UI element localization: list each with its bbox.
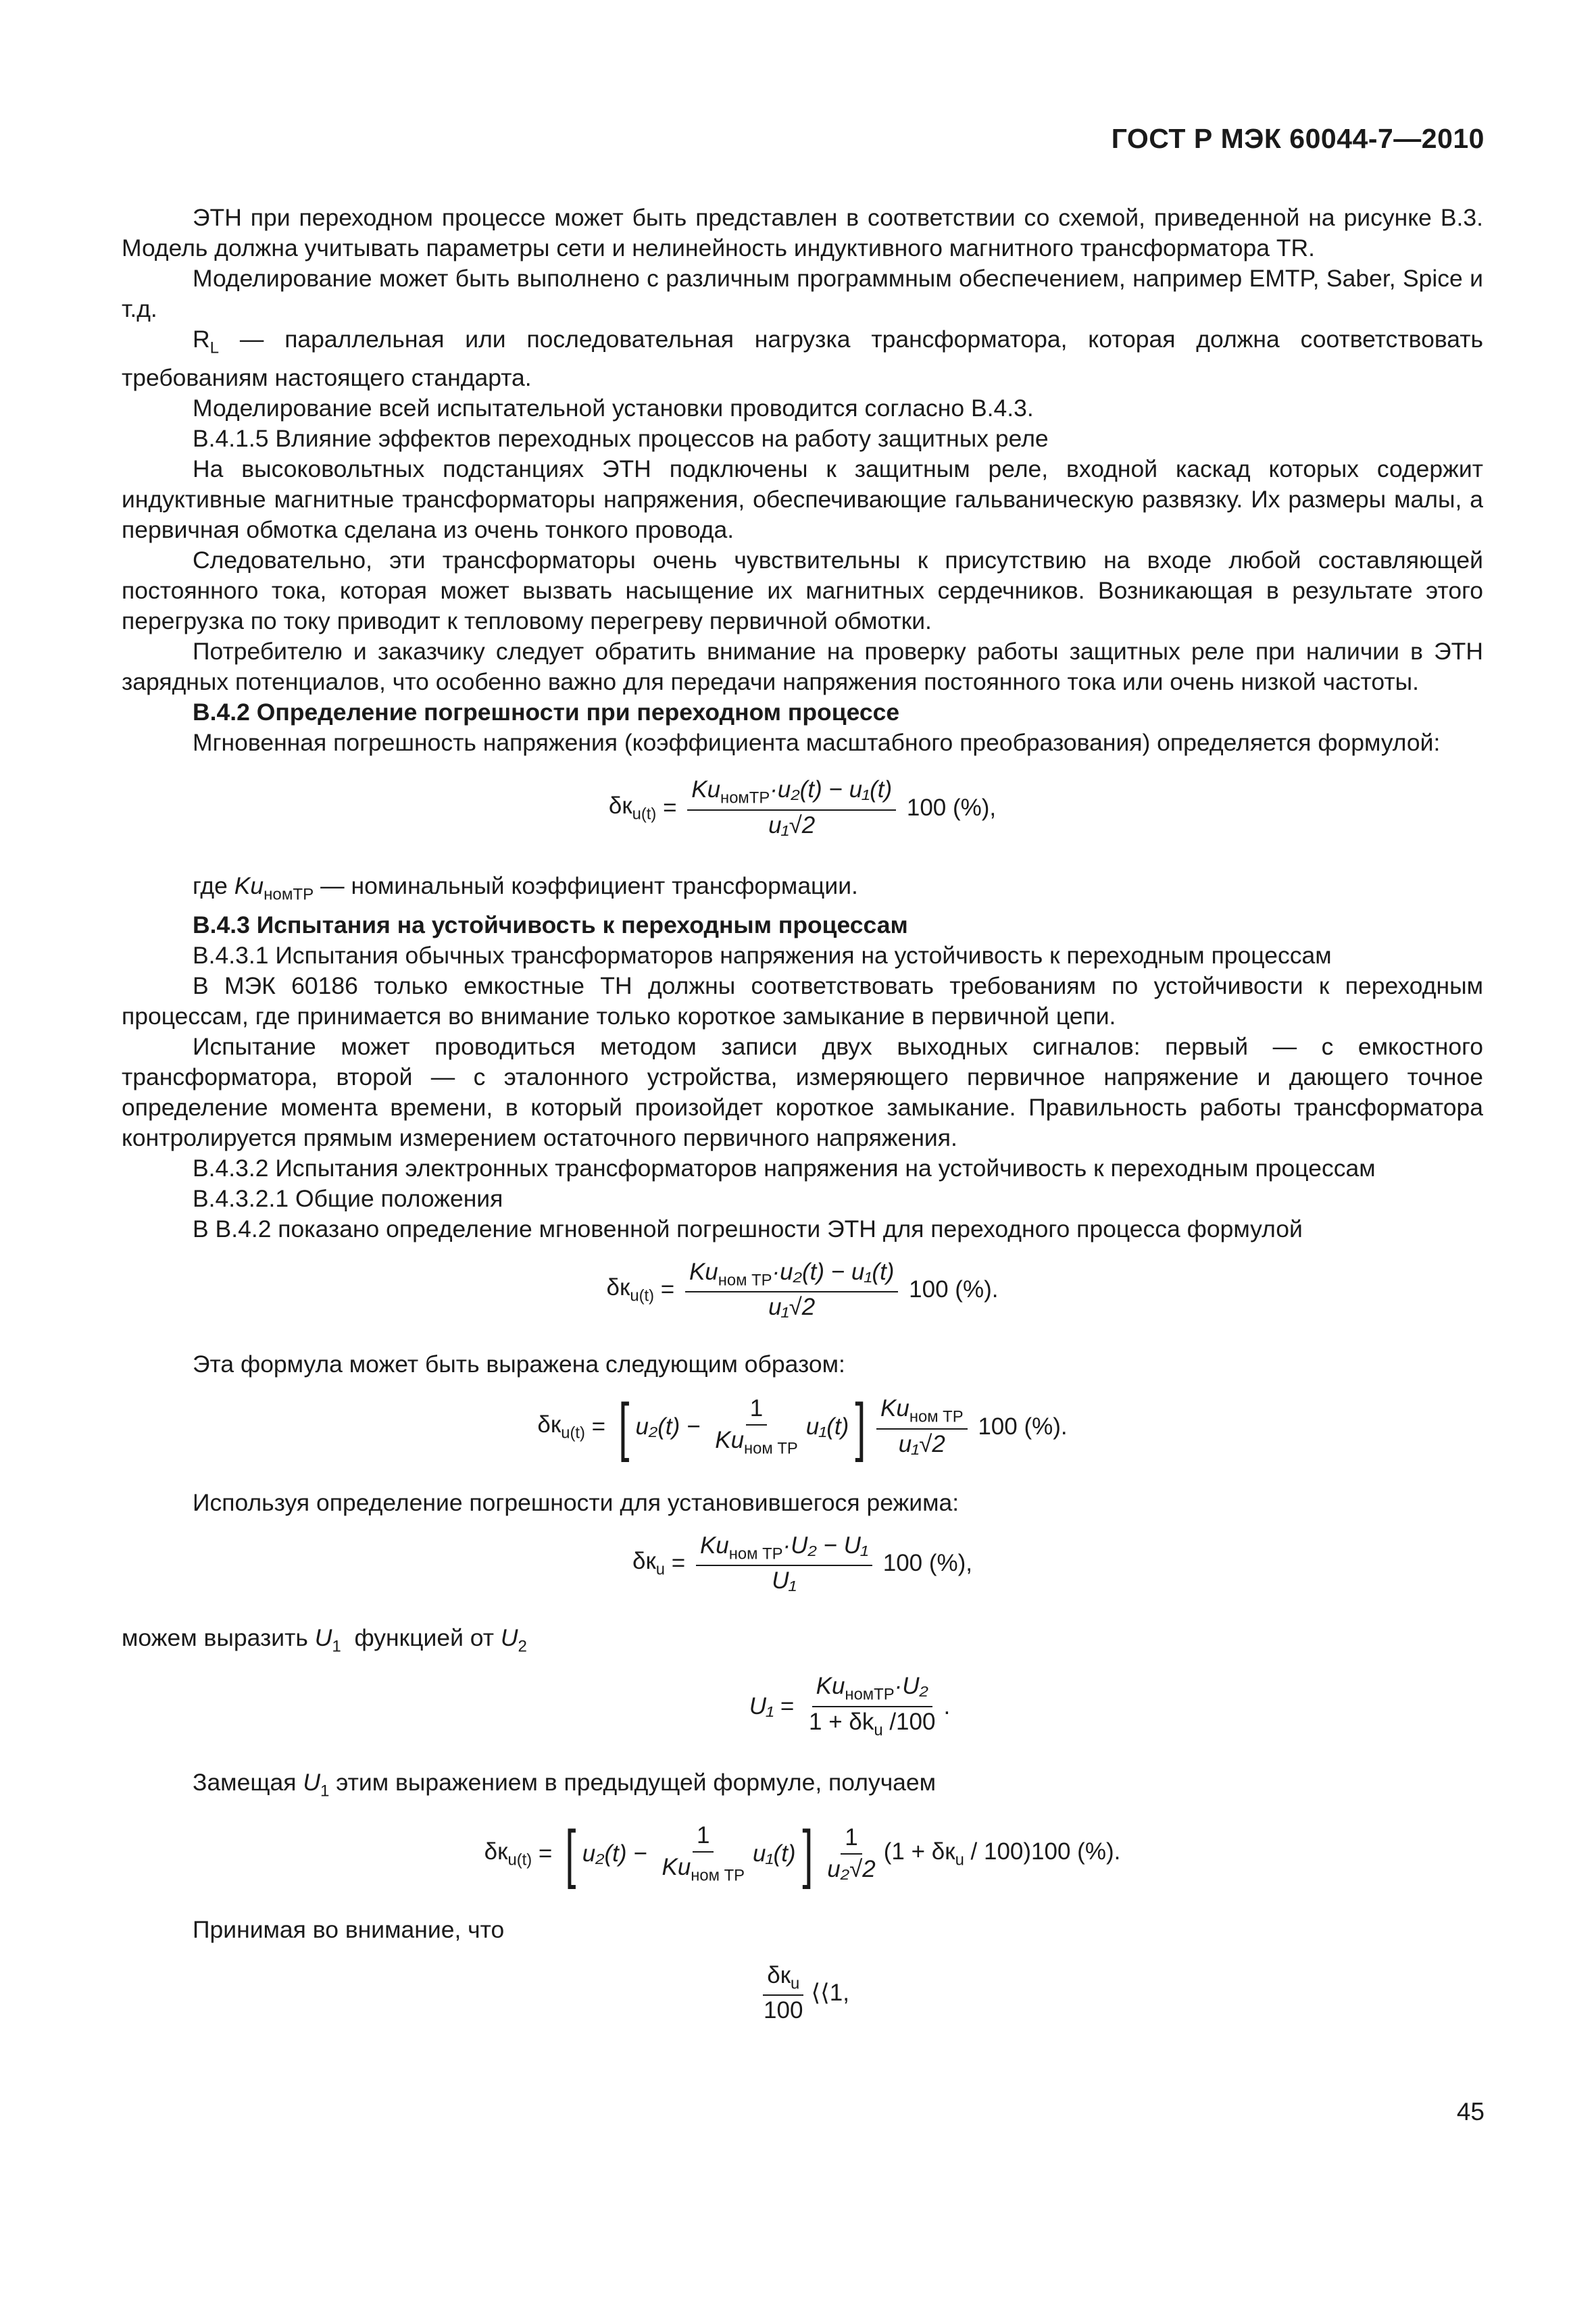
numerator-text: δк xyxy=(767,1961,791,1988)
formula-tail: 100 (%). xyxy=(971,1413,1068,1440)
formula-condition xyxy=(122,1963,1483,2024)
inner-fraction xyxy=(711,1396,802,1457)
k-sub: ном ТР xyxy=(718,1271,772,1290)
k-symbol: Ku xyxy=(880,1395,909,1422)
denominator xyxy=(711,1426,802,1458)
numerator: 1 xyxy=(841,1825,862,1855)
fraction xyxy=(685,1259,899,1321)
lhs-symbol: U₁ xyxy=(749,1692,774,1719)
formula-lhs xyxy=(484,1839,532,1869)
formula-steady-state-error xyxy=(122,1533,1483,1594)
denominator-sub: u xyxy=(874,1721,883,1740)
lhs-symbol: δк xyxy=(484,1838,508,1865)
formula-tail: 100 (%). xyxy=(902,1276,999,1303)
paragraph: Следовательно, эти трансформаторы очень чувствительны к присутствию на входе любой составляющей постоянного тока, которая может вызвать насыщение их магнитных сердечников. Возникающая в результате этого перегрузка по току приводит к тепловому перегреву первичной обмотки. xyxy=(122,547,1483,635)
formula-tail xyxy=(884,1839,1121,1869)
inner-fraction xyxy=(657,1823,749,1884)
numerator-sub: u xyxy=(791,1974,800,1993)
k-symbol: Ku xyxy=(691,776,721,803)
k-symbol: Ku xyxy=(662,1853,691,1880)
fraction xyxy=(805,1674,939,1739)
numerator xyxy=(687,777,896,811)
lhs-symbol: δк xyxy=(606,1274,630,1301)
section-heading: В.4.3 Испытания на устойчивость к переходным процессам xyxy=(193,911,908,938)
paragraph: На высоковольтных подстанциях ЭТН подключены к защитным реле, входной каскад которых содержит индуктивные магнитные трансформаторы напряжения, обеспечивающие гальваническую развязку. Их размеры малы, а первичная обмотка сделана из очень тонкого провода. xyxy=(122,455,1483,544)
bracket-close: ] xyxy=(801,1817,813,1890)
formula-lhs xyxy=(632,1549,665,1579)
text: — номинальный коэффициент трансформации. xyxy=(314,872,858,900)
k-sub: номТР xyxy=(264,885,314,904)
document-header: ГОСТ Р МЭК 60044-7—2010 xyxy=(1111,123,1485,154)
formula-u1 xyxy=(122,1674,1483,1739)
formula-tail: . xyxy=(943,1692,951,1719)
k-sub: ном ТР xyxy=(728,1544,783,1563)
formula-substituted xyxy=(122,1817,1483,1890)
paragraph xyxy=(122,871,1483,909)
u2-sub: 2 xyxy=(518,1637,527,1656)
formula-lhs xyxy=(537,1412,585,1442)
denominator xyxy=(768,1566,800,1594)
subsection-title: В.4.3.1 Испытания обычных трансформаторов напряжения на устойчивость к переходным процессам xyxy=(193,941,1332,969)
equals-sign: = xyxy=(532,1840,559,1867)
u1-sub: 1 xyxy=(320,1782,330,1801)
denominator-text: U₁ xyxy=(772,1567,797,1594)
u2-symbol: U xyxy=(500,1624,518,1651)
fraction xyxy=(759,1963,807,2024)
text: функцией от xyxy=(341,1624,501,1651)
outer-fraction xyxy=(823,1825,880,1882)
bracket-term: u₂(t) − xyxy=(582,1840,654,1867)
lhs-sub: u xyxy=(655,1560,666,1579)
denominator-text: u₁√2 xyxy=(768,1294,816,1321)
numerator-rest: ·U₂ xyxy=(894,1673,928,1700)
denominator xyxy=(764,1292,819,1321)
bracket-close: ] xyxy=(855,1390,866,1463)
numerator-rest: ·u₂(t) − u₁(t) xyxy=(772,1258,895,1285)
formula-tail: ⟨⟨1, xyxy=(811,1980,849,2006)
document-body xyxy=(122,203,1483,2031)
numerator: 1 xyxy=(693,1823,714,1853)
lhs-sub: u(t) xyxy=(507,1850,532,1869)
paragraph: Испытание может проводиться методом записи двух выходных сигналов: первый — с емкостного трансформатора, второй — с эталонного устройства, измеряющего первичное напряжение и дающего точное определение момента времени, в который произойдет короткое замыкание. Правильность работы трансформатора контролируется прямым измерением остаточного первичного напряжения. xyxy=(122,1032,1483,1151)
numerator xyxy=(685,1259,899,1293)
paragraph: В МЭК 60186 только емкостные ТН должны соответствовать требованиям по устойчивости к переходным процессам, где принимается во внимание только короткое замыкание в первичной цепи. xyxy=(122,972,1483,1030)
numerator-rest: ·U₂ − U₁ xyxy=(782,1532,868,1559)
equals-sign: = xyxy=(654,1276,681,1303)
section-heading: В.4.2 Определение погрешности при переходном процессе xyxy=(193,699,900,726)
outer-fraction xyxy=(876,1396,968,1457)
text: Замещая xyxy=(193,1769,303,1796)
k-sub: ном ТР xyxy=(691,1866,745,1885)
subsection-title: В.4.1.5 Влияние эффектов переходных процессов на работу защитных реле xyxy=(193,425,1049,453)
bracket-term: u₂(t) − xyxy=(635,1413,707,1440)
lhs-sub: u(t) xyxy=(561,1423,585,1442)
denominator-text: u₂√2 xyxy=(827,1855,876,1882)
k-sub: номТР xyxy=(720,788,770,807)
load-symbol: R xyxy=(193,326,210,353)
denominator xyxy=(764,811,819,839)
denominator-text: 1 + δk xyxy=(809,1708,874,1735)
fraction xyxy=(687,777,896,838)
numerator: 1 xyxy=(746,1396,767,1426)
tail-sub: u xyxy=(955,1850,964,1869)
formula-instant-error-repeat xyxy=(122,1259,1483,1321)
text: этим выражением в предыдущей формуле, получаем xyxy=(329,1769,937,1796)
paragraph-text: — параллельная или последовательная нагрузка трансформатора, которая должна соответствовать требованиям настоящего стандарта. xyxy=(122,326,1483,392)
numerator xyxy=(763,1963,803,1996)
paragraph: Принимая во внимание, что xyxy=(193,1915,505,1943)
formula-instant-error xyxy=(122,777,1483,838)
text: можем выразить xyxy=(122,1624,315,1651)
bracket-open: [ xyxy=(618,1390,630,1463)
subsection-title: В.4.3.2.1 Общие положения xyxy=(193,1184,503,1212)
tail-pre: (1 + δк xyxy=(883,1838,955,1865)
denominator-text: u₁√2 xyxy=(898,1430,945,1457)
bracket-term: u₁(t) xyxy=(753,1840,796,1867)
paragraph: Моделирование может быть выполнено с различным программным обеспечением, например EMTP, Saber, Spice и т.д. xyxy=(122,265,1483,322)
lhs-symbol: δк xyxy=(608,792,632,819)
denominator xyxy=(657,1853,749,1885)
paragraph: Мгновенная погрешность напряжения (коэффициента масштабного преобразования) определяется формулой: xyxy=(193,729,1441,757)
numerator xyxy=(876,1396,968,1430)
page-number: 45 xyxy=(1456,2098,1485,2126)
k-symbol: Ku xyxy=(715,1426,745,1453)
k-symbol: Ku xyxy=(816,1673,845,1700)
paragraph: ЭТН при переходном процессе может быть представлен в соответствии со схемой, приведенной на рисунке В.3. Модель должна учитывать параметры сети и нелинейность индуктивного магнитного трансформатора TR. xyxy=(122,204,1483,261)
formula-lhs xyxy=(607,1275,655,1305)
bracket-term: u₁(t) xyxy=(805,1413,849,1440)
paragraph: Моделирование всей испытательной установки проводится согласно В.4.3. xyxy=(193,395,1034,422)
formula-expanded xyxy=(122,1390,1483,1463)
u1-symbol: U xyxy=(303,1769,321,1796)
paragraph: В В.4.2 показано определение мгновенной погрешности ЭТН для переходного процесса формулой xyxy=(193,1215,1303,1242)
u1-symbol: U xyxy=(314,1624,332,1651)
numerator-rest: ·u₂(t) − u₁(t) xyxy=(770,776,893,803)
k-sub: ном ТР xyxy=(909,1407,964,1426)
k-sub: номТР xyxy=(845,1685,895,1704)
equals-sign: = xyxy=(665,1550,692,1577)
lhs-sub: u(t) xyxy=(632,805,657,824)
equals-sign: = xyxy=(656,794,684,821)
bracket-open: [ xyxy=(565,1817,576,1890)
paragraph: Используя определение погрешности для установившегося режима: xyxy=(193,1488,959,1516)
text: где xyxy=(193,872,234,900)
numerator xyxy=(812,1674,932,1707)
denominator xyxy=(805,1707,939,1740)
formula-tail: 100 (%), xyxy=(876,1550,972,1577)
k-symbol: Ku xyxy=(699,1532,729,1559)
tail-post: / 100)100 (%). xyxy=(964,1838,1121,1865)
paragraph xyxy=(122,1767,1483,1806)
formula-lhs xyxy=(609,793,657,824)
lhs-symbol: δк xyxy=(537,1411,562,1438)
k-sub: ном ТР xyxy=(744,1439,798,1458)
fraction xyxy=(696,1533,872,1594)
denominator-rest: /100 xyxy=(882,1708,936,1735)
subsection-title: В.4.3.2 Испытания электронных трансформаторов напряжения на устойчивость к переходным процессам xyxy=(193,1154,1376,1182)
denominator-text: u₁√2 xyxy=(768,811,816,838)
equals-sign: = xyxy=(584,1413,612,1440)
formula-tail: 100 (%), xyxy=(900,794,997,821)
paragraph xyxy=(122,324,1483,393)
denominator: 100 xyxy=(764,1997,803,2024)
denominator xyxy=(895,1430,949,1458)
k-symbol: Ku xyxy=(689,1258,718,1285)
paragraph: Потребителю и заказчику следует обратить внимание на проверку работы защитных реле при наличии в ЭТН зарядных потенциалов, что особенно важно для передачи напряжения постоянного тока или очень низкой частоты. xyxy=(122,638,1483,696)
equals-sign: = xyxy=(774,1692,801,1719)
numerator xyxy=(696,1533,872,1567)
denominator xyxy=(823,1855,880,1883)
k-symbol: Ku xyxy=(234,872,264,900)
lhs-symbol: δк xyxy=(632,1548,656,1575)
paragraph: Эта формула может быть выражена следующим образом: xyxy=(193,1350,845,1378)
paragraph xyxy=(122,1623,1483,1661)
lhs-sub: u(t) xyxy=(630,1286,655,1305)
u1-sub: 1 xyxy=(332,1637,341,1656)
load-symbol-sub: L xyxy=(209,338,220,357)
